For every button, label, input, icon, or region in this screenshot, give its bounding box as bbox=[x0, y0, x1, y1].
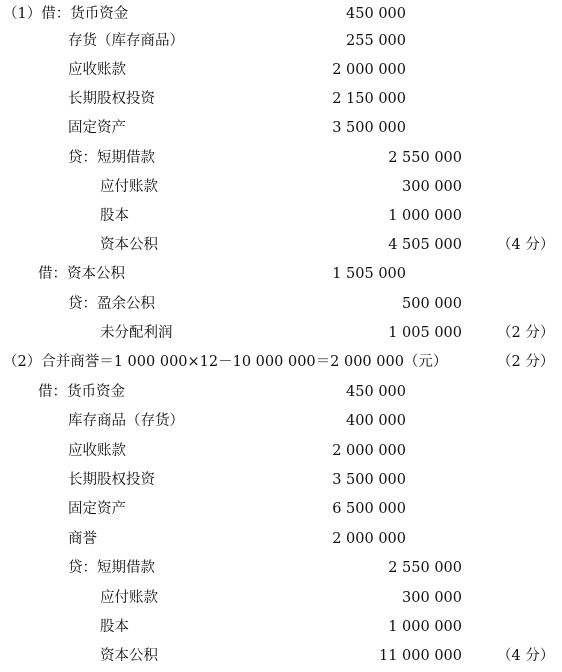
debit-amount: 3 500 000 bbox=[332, 120, 406, 136]
score-note: （4 分） bbox=[497, 648, 555, 664]
entry-line bbox=[0, 231, 562, 260]
entry-label: 贷：盈余公积 bbox=[68, 296, 155, 312]
entry-line bbox=[0, 114, 562, 143]
entry-line bbox=[0, 613, 562, 642]
entry-label: 借：货币资金 bbox=[38, 384, 125, 400]
debit-amount: 3 500 000 bbox=[332, 472, 406, 488]
entry-label: 固定资产 bbox=[68, 120, 126, 136]
entry-line bbox=[0, 290, 562, 319]
entry-line bbox=[0, 173, 562, 202]
score-note: （4 分） bbox=[497, 237, 555, 253]
credit-amount: 1 005 000 bbox=[388, 325, 462, 341]
entry-label: 资本公积 bbox=[100, 237, 158, 253]
entry-line bbox=[0, 202, 562, 231]
credit-amount: 1 000 000 bbox=[388, 208, 462, 224]
entry-line bbox=[0, 466, 562, 495]
score-note: （2 分） bbox=[497, 325, 555, 341]
entry-label: （1）借：货币资金 bbox=[3, 6, 129, 22]
entry-label: 贷：短期借款 bbox=[68, 150, 155, 166]
credit-amount: 2 550 000 bbox=[388, 560, 462, 576]
entry-line bbox=[0, 554, 562, 583]
entry-label: 资本公积 bbox=[100, 648, 158, 664]
entry-line bbox=[0, 27, 562, 56]
credit-amount: 1 000 000 bbox=[388, 619, 462, 635]
score-note: （2 分） bbox=[497, 354, 555, 370]
entry-label: 长期股权投资 bbox=[68, 472, 155, 488]
credit-amount: 11 000 000 bbox=[378, 648, 462, 664]
debit-amount: 255 000 bbox=[346, 33, 406, 49]
entry-line bbox=[0, 378, 562, 407]
entry-line bbox=[0, 56, 562, 85]
entry-line bbox=[0, 85, 562, 114]
entry-label: 借：资本公积 bbox=[38, 266, 125, 282]
entry-line bbox=[0, 144, 562, 173]
credit-amount: 2 550 000 bbox=[388, 150, 462, 166]
entry-label: 股本 bbox=[100, 208, 129, 224]
entry-line bbox=[0, 260, 562, 289]
entry-label: 贷：短期借款 bbox=[68, 560, 155, 576]
entry-label: 长期股权投资 bbox=[68, 91, 155, 107]
debit-amount: 450 000 bbox=[346, 6, 406, 22]
entry-line bbox=[0, 0, 562, 29]
entry-line bbox=[0, 525, 562, 554]
debit-amount: 450 000 bbox=[346, 384, 406, 400]
credit-amount: 500 000 bbox=[402, 296, 462, 312]
entry-line bbox=[0, 642, 562, 671]
debit-amount: 2 150 000 bbox=[332, 91, 406, 107]
entry-label: 未分配利润 bbox=[100, 325, 173, 341]
entry-line bbox=[0, 584, 562, 613]
entry-label: 应付账款 bbox=[100, 590, 158, 606]
entry-label: 应收账款 bbox=[68, 443, 126, 459]
entry-label: 商誉 bbox=[68, 531, 97, 547]
debit-amount: 1 505 000 bbox=[332, 266, 406, 282]
goodwill-formula: （2）合并商誉＝1 000 000×12－10 000 000＝2 000 000（元） bbox=[3, 354, 448, 370]
entry-line bbox=[0, 348, 562, 377]
debit-amount: 6 500 000 bbox=[332, 501, 406, 517]
entry-label: 固定资产 bbox=[68, 501, 126, 517]
credit-amount: 300 000 bbox=[402, 179, 462, 195]
credit-amount: 4 505 000 bbox=[388, 237, 462, 253]
entry-line bbox=[0, 407, 562, 436]
debit-amount: 2 000 000 bbox=[332, 443, 406, 459]
entry-label: 应收账款 bbox=[68, 62, 126, 78]
entry-label: 存货（库存商品） bbox=[68, 33, 184, 49]
credit-amount: 300 000 bbox=[402, 590, 462, 606]
debit-amount: 2 000 000 bbox=[332, 62, 406, 78]
entry-label: 股本 bbox=[100, 619, 129, 635]
entry-line bbox=[0, 319, 562, 348]
debit-amount: 2 000 000 bbox=[332, 531, 406, 547]
entry-line bbox=[0, 437, 562, 466]
debit-amount: 400 000 bbox=[346, 413, 406, 429]
entry-label: 库存商品（存货） bbox=[68, 413, 184, 429]
entry-line bbox=[0, 495, 562, 524]
entry-label: 应付账款 bbox=[100, 179, 158, 195]
